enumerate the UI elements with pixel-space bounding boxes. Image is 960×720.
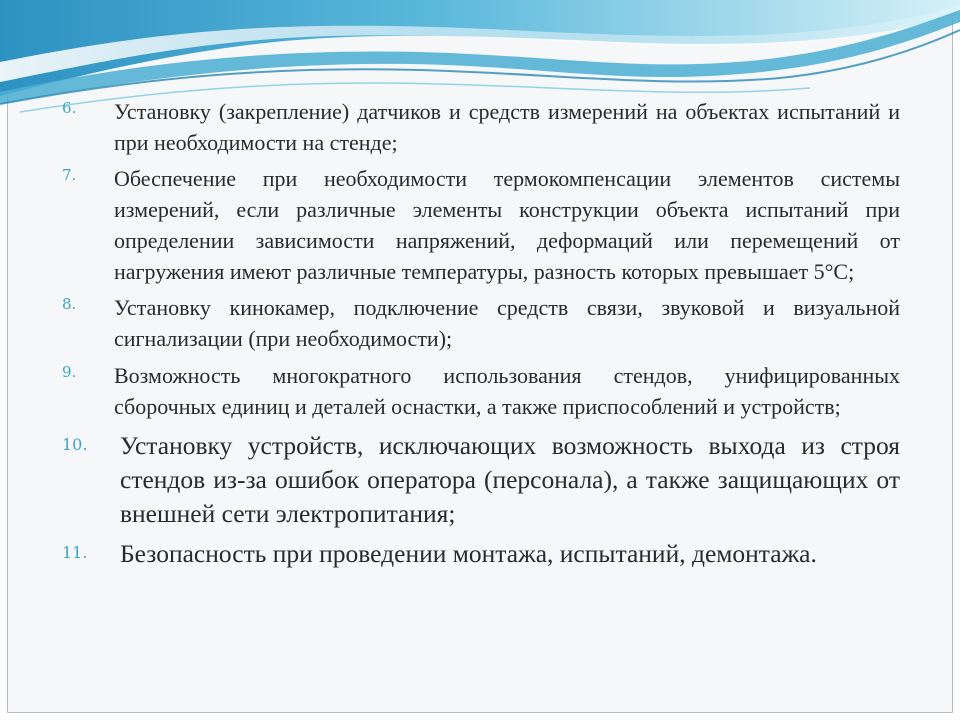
item-text: Возможность многократного использования стендов, унифицированных сборочных единиц и деталей оснастки, а также приспособлений и устройств;	[114, 363, 900, 419]
list-item	[62, 429, 900, 531]
item-text: Установку кинокамер, подключение средств связи, звуковой и визуальной сигнализации (при необходимости);	[114, 295, 900, 351]
list-item	[62, 96, 900, 158]
list-item	[62, 292, 900, 354]
item-number: 8.	[62, 295, 77, 313]
item-number: 6.	[62, 99, 77, 117]
item-text: Обеспечение при необходимости термокомпенсации элементов системы измерений, если различные элементы конструкции объекта испытаний при определении зависимости напряжений, деформаций или перемещений от нагружения имеют различные температуры, разность которых превышает 5°С;	[114, 166, 900, 284]
item-number: 10.	[62, 435, 88, 454]
item-text: Установку устройств, исключающих возможность выхода из строя стендов из-за ошибок оператора (персонала), а также защищающих от внешней сети электропитания;	[120, 431, 900, 528]
item-number: 9.	[62, 363, 77, 381]
list-item	[62, 537, 900, 571]
item-number: 7.	[62, 166, 77, 184]
item-text: Безопасность при проведении монтажа, испытаний, демонтажа.	[120, 539, 817, 568]
list-item	[62, 163, 900, 287]
list-item	[62, 360, 900, 422]
item-number: 11.	[62, 543, 88, 562]
item-text: Установку (закрепление) датчиков и средств измерений на объектах испытаний и при необходимости на стенде;	[114, 99, 900, 155]
requirements-list	[62, 96, 900, 571]
